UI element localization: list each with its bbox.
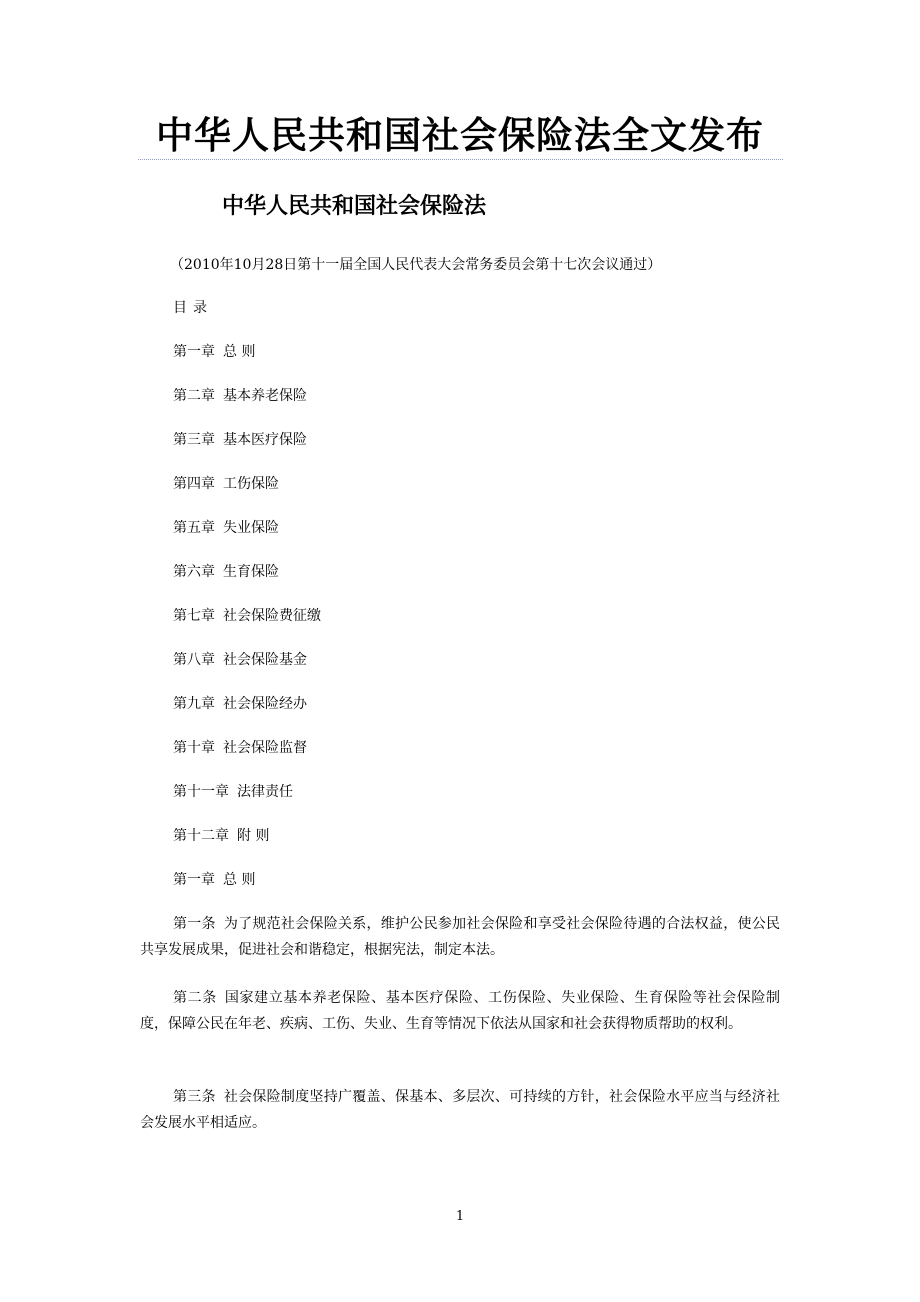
toc-item — [173, 518, 321, 562]
toc-item — [173, 606, 321, 650]
toc-item-number: 第五章 — [173, 520, 215, 536]
main-title: 中华人民共和国社会保险法全文发布 — [156, 114, 764, 157]
toc-item-title: 失业保险 — [223, 520, 279, 536]
title-divider — [138, 159, 783, 160]
toc-item-title: 总 则 — [223, 344, 256, 360]
toc-item — [173, 694, 321, 738]
chapter-title: 总 则 — [223, 872, 256, 888]
toc-item-title: 社会保险费征缴 — [223, 608, 321, 624]
toc-item-number: 第四章 — [173, 476, 215, 492]
chapter-number: 第一章 — [173, 872, 215, 888]
chapter-heading — [173, 870, 255, 890]
toc-item — [173, 562, 321, 606]
toc-item-number: 第十一章 — [173, 784, 229, 800]
toc-item-title: 法律责任 — [237, 784, 293, 800]
toc-item-title: 基本养老保险 — [223, 388, 307, 404]
table-of-contents — [173, 342, 321, 870]
article-text: 国家建立基本养老保险、基本医疗保险、工伤保险、失业保险、生育保险等社会保险制度，保障公民在年老、疾病、工伤、失业、生育等情况下依法从国家和社会获得物质帮助的权利。 — [140, 990, 780, 1032]
article-number: 第一条 — [173, 916, 216, 932]
toc-item-number: 第十章 — [173, 740, 215, 756]
toc-item-number: 第十二章 — [173, 828, 229, 844]
toc-item-number: 第二章 — [173, 388, 215, 404]
toc-item-title: 社会保险基金 — [223, 652, 307, 668]
toc-item — [173, 738, 321, 782]
article-number: 第二条 — [173, 990, 217, 1006]
toc-item-number: 第七章 — [173, 608, 215, 624]
toc-item — [173, 474, 321, 518]
article-paragraph — [140, 985, 780, 1037]
toc-item-title: 基本医疗保险 — [223, 432, 307, 448]
page-number: 1 — [455, 1209, 465, 1224]
article-text: 为了规范社会保险关系，维护公民参加社会保险和享受社会保险待遇的合法权益，使公民共享发展成果，促进社会和谐稳定，根据宪法，制定本法。 — [140, 916, 781, 958]
article-paragraph — [140, 911, 780, 963]
toc-item-number: 第三章 — [173, 432, 215, 448]
toc-item-title: 社会保险经办 — [223, 696, 307, 712]
toc-item — [173, 430, 321, 474]
adoption-note: （2010年10月28日第十一届全国人民代表大会常务委员会第十七次会议通过） — [170, 257, 662, 273]
toc-item-title: 社会保险监督 — [223, 740, 307, 756]
article-paragraph — [140, 1084, 780, 1136]
toc-item — [173, 782, 321, 826]
toc-item-number: 第一章 — [173, 344, 215, 360]
article-number: 第三条 — [173, 1089, 216, 1105]
toc-item-title: 附 则 — [237, 828, 270, 844]
toc-item-number: 第六章 — [173, 564, 215, 580]
toc-item — [173, 650, 321, 694]
toc-item — [173, 386, 321, 430]
toc-item-number: 第八章 — [173, 652, 215, 668]
toc-item-number: 第九章 — [173, 696, 215, 712]
law-title: 中华人民共和国社会保险法 — [222, 194, 487, 219]
toc-item — [173, 826, 321, 870]
toc-item-title: 工伤保险 — [223, 476, 279, 492]
toc-item-title: 生育保险 — [223, 564, 279, 580]
article-text: 社会保险制度坚持广覆盖、保基本、多层次、可持续的方针，社会保险水平应当与经济社会发展水平相适应。 — [140, 1089, 781, 1131]
toc-heading: 目录 — [173, 300, 213, 316]
toc-item — [173, 342, 321, 386]
